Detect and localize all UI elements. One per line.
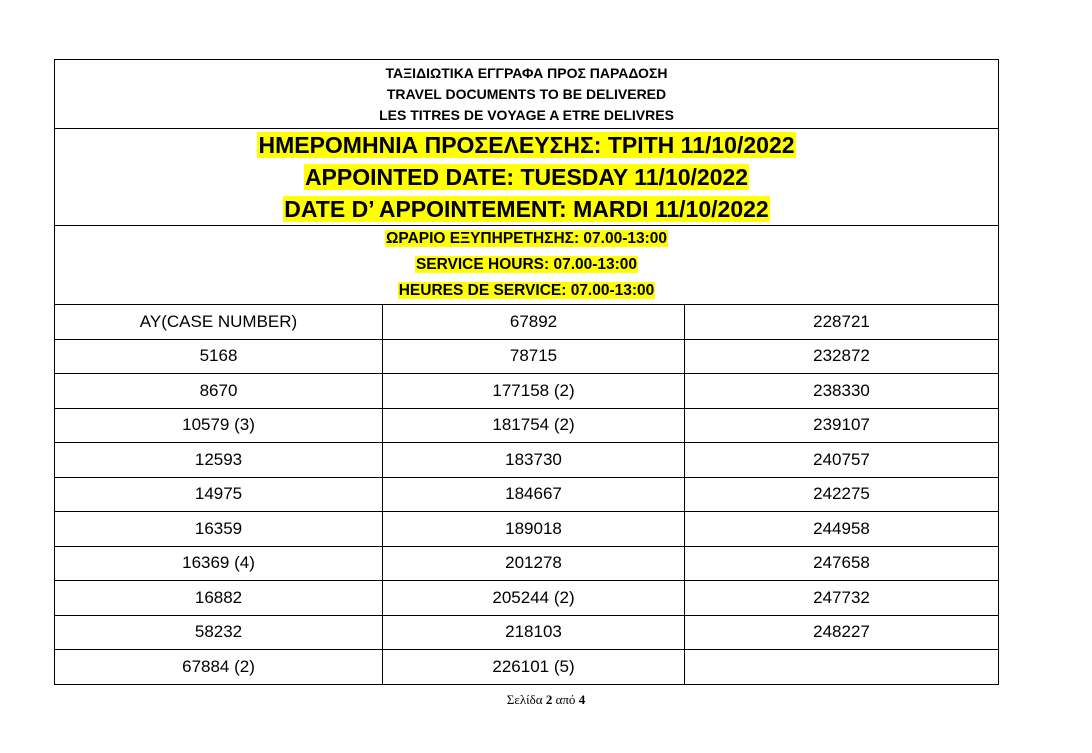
case-number-cell: 14975 [55, 477, 383, 512]
case-number-cell: 16359 [55, 512, 383, 547]
table-row [55, 305, 999, 340]
service-hours-block [55, 226, 999, 305]
case-number-cell: 10579 (3) [55, 408, 383, 443]
case-number-cell: 247658 [685, 546, 999, 581]
case-number-cell: 205244 (2) [383, 581, 685, 616]
table-row [55, 650, 999, 685]
service-hours-french: HEURES DE SERVICE: 07.00-13:00 [398, 282, 655, 299]
case-number-cell: 232872 [685, 339, 999, 374]
case-number-cell: 226101 (5) [383, 650, 685, 685]
case-number-cell: 239107 [685, 408, 999, 443]
case-number-header: AY(CASE NUMBER) [55, 305, 383, 340]
total-pages: 4 [578, 692, 586, 707]
case-number-cell: 218103 [383, 615, 685, 650]
page-label: Σελίδα [506, 692, 543, 707]
case-number-cell: 244958 [685, 512, 999, 547]
table-row [55, 374, 999, 409]
appointment-date-block [55, 129, 999, 226]
service-hours-english: SERVICE HOURS: 07.00-13:00 [415, 256, 638, 273]
case-number-cell: 247732 [685, 581, 999, 616]
case-number-cell: 67892 [383, 305, 685, 340]
case-number-cell: 5168 [55, 339, 383, 374]
title-french: LES TITRES DE VOYAGE A ETRE DELIVRES [379, 106, 674, 123]
case-number-cell: 12593 [55, 443, 383, 478]
current-page: 2 [545, 692, 553, 707]
table-row [55, 408, 999, 443]
table-row [55, 443, 999, 478]
case-number-cell: 78715 [383, 339, 685, 374]
table-row [55, 477, 999, 512]
case-number-cell: 8670 [55, 374, 383, 409]
case-number-cell: 228721 [685, 305, 999, 340]
case-number-cell: 16882 [55, 581, 383, 616]
table-row [55, 581, 999, 616]
page-number-footer [0, 692, 1092, 708]
case-number-cell: 189018 [383, 512, 685, 547]
page-separator: από [555, 692, 576, 707]
appointment-date-french: DATE D’ APPOINTEMENT: MARDI 11/10/2022 [284, 196, 769, 222]
title-greek: ΤΑΞΙΔΙΩΤΙΚΑ ΕΓΓΡΑΦΑ ΠΡΟΣ ΠΑΡΑΔΟΣΗ [385, 64, 668, 81]
service-hours-greek: ΩΡΑΡΙΟ ΕΞΥΠΗΡΕΤΗΣΗΣ: 07.00-13:00 [385, 230, 668, 247]
case-number-cell: 58232 [55, 615, 383, 650]
case-number-cell: 67884 (2) [55, 650, 383, 685]
case-number-cell: 248227 [685, 615, 999, 650]
appointment-date-greek: ΗΜΕΡΟΜΗΝΙΑ ΠΡΟΣΕΛΕΥΣΗΣ: ΤΡΙΤΗ 11/10/2022 [258, 132, 795, 158]
case-number-cell: 181754 (2) [383, 408, 685, 443]
table-row [55, 615, 999, 650]
table-row [55, 512, 999, 547]
case-number-cell: 183730 [383, 443, 685, 478]
case-number-cell: 201278 [383, 546, 685, 581]
case-number-cell [685, 650, 999, 685]
table-row [55, 339, 999, 374]
case-number-cell: 242275 [685, 477, 999, 512]
appointment-date-english: APPOINTED DATE: TUESDAY 11/10/2022 [304, 164, 749, 190]
title-english: TRAVEL DOCUMENTS TO BE DELIVERED [386, 85, 667, 102]
case-number-cell: 16369 (4) [55, 546, 383, 581]
case-number-cell: 177158 (2) [383, 374, 685, 409]
delivery-table [54, 59, 999, 685]
case-number-cell: 184667 [383, 477, 685, 512]
table-row [55, 546, 999, 581]
document-title-block [55, 60, 999, 129]
case-number-cell: 238330 [685, 374, 999, 409]
case-number-cell: 240757 [685, 443, 999, 478]
